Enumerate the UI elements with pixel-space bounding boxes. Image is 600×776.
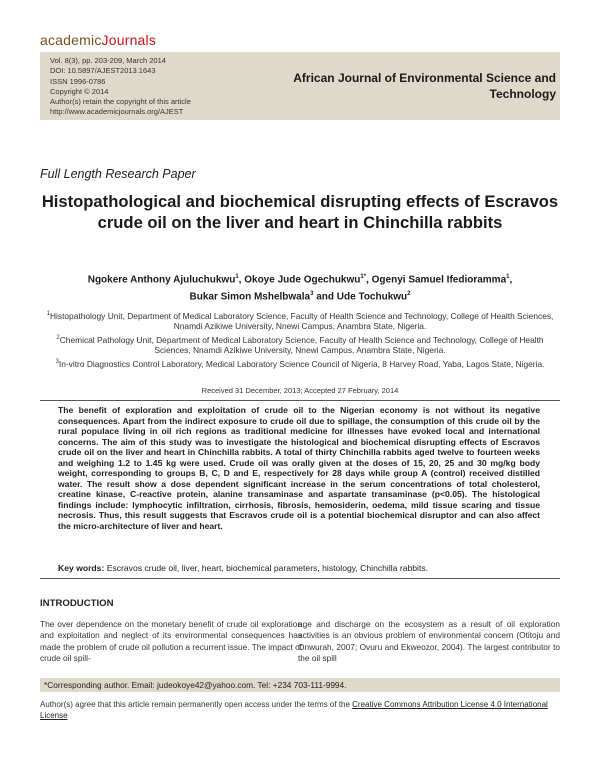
corresponding-star: * bbox=[363, 274, 367, 280]
license-note bbox=[40, 700, 560, 721]
license-text: Author(s) agree that this article remain permanently open access under the terms of the bbox=[40, 700, 353, 709]
journal-name bbox=[256, 70, 556, 102]
author-name: Okoye Jude Ogechukwu bbox=[244, 274, 361, 286]
author-name: Ngokere Anthony Ajuluchukwu bbox=[87, 274, 236, 286]
author-separator: and bbox=[313, 291, 337, 303]
meta-retain: Author(s) retain the copyright of this article bbox=[50, 97, 191, 107]
author-affil-sup: 1* bbox=[360, 274, 367, 280]
license-link[interactable]: Creative Commons Attribution License 4.0 International License bbox=[40, 700, 548, 720]
affiliation-text: Chemical Pathology Unit, Department of Medical Laboratory Science, Faculty of Health Science and Technology, College of Health Sciences, Nnamdi Azikiwe University, Nnewi Campus, Anambra State, Nigeria. bbox=[59, 334, 544, 355]
section-heading-introduction: INTRODUCTION bbox=[40, 598, 114, 609]
author-affil-sup: 1 bbox=[506, 274, 510, 280]
author-affil-sup: 2 bbox=[407, 291, 411, 298]
body-column-left: The over dependence on the monetary benefit of crude oil exploration and exploitation and neglect of its environmental consequences has made the problem of crude oil pollution a recurrent issue. The impact of crude oil spill- bbox=[40, 619, 302, 663]
author-name: Ogenyi Samuel Ifedioramma bbox=[371, 274, 507, 286]
author-affil-sup: 3 bbox=[310, 291, 314, 298]
meta-url[interactable]: http://www.academicjournals.org/AJEST bbox=[50, 107, 184, 117]
affiliation-sup: 1 bbox=[46, 311, 50, 317]
corresponding-author-note: *Corresponding author. Email: judeokoye42@yahoo.com. Tel: +234 703-111-9994. bbox=[40, 678, 560, 692]
received-dates: Received 31 December, 2013; Accepted 27 February, 2014 bbox=[201, 386, 399, 395]
journal-name-line2: Technology bbox=[489, 87, 556, 101]
author-affil-sup: 1 bbox=[235, 274, 239, 280]
author-separator: , bbox=[366, 274, 372, 286]
affiliation-text: Histopathology Unit, Department of Medical Laboratory Science, Faculty of Health Science and Technology, College of Health Sciences, Nnamdi Azikiwe University, Nnewi Campus, Anambra State, Nigeria. bbox=[49, 310, 554, 331]
affiliation-2 bbox=[44, 333, 556, 355]
keywords-text: Escravos crude oil, liver, heart, biochemical parameters, histology, Chinchilla rabbits. bbox=[106, 563, 429, 573]
meta-issn: ISSN 1996-0786 bbox=[50, 76, 106, 86]
paper-type: Full Length Research Paper bbox=[40, 167, 196, 181]
affiliation-text: In-vitro Diagnostics Control Laboratory, Medical Laboratory Science Council of Nigeria, 8 Harvey Road, Yaba, Lagos State, Nigeria. bbox=[58, 358, 545, 369]
abstract-bottom-rule bbox=[40, 578, 560, 579]
paper-title: Histopathological and biochemical disrupting effects of Escravos crude oil on the liver and heart in Chinchilla rabbits bbox=[41, 192, 559, 232]
author-list bbox=[40, 270, 560, 305]
keywords-label: Key words: bbox=[58, 563, 105, 573]
logo-part-academic: academic bbox=[40, 32, 102, 48]
meta-doi: DOI: 10.5897/AJEST2013.1643 bbox=[50, 66, 156, 76]
article-meta bbox=[50, 56, 191, 118]
author-name: Ude Tochukwu bbox=[336, 291, 408, 303]
affiliation-sup: 2 bbox=[56, 335, 60, 341]
author-name: Bukar Simon Mshelbwala bbox=[189, 291, 311, 303]
meta-volume: Vol. 8(3), pp. 203-209, March 2014 bbox=[50, 56, 166, 65]
affiliation-1 bbox=[44, 309, 556, 331]
keywords bbox=[58, 563, 540, 574]
meta-copyright: Copyright © 2014 bbox=[50, 86, 109, 96]
author-separator: , bbox=[238, 274, 245, 286]
abstract-top-rule bbox=[40, 400, 560, 401]
publisher-logo bbox=[40, 32, 156, 48]
body-column-right: age and discharge on the ecosystem as a result of oil exploration activities is an obvious problem of environmental concern (Otitoju and Onwurah, 2007; Ovuru and Ekweozor, 2004). The largest contributor to the oil spill bbox=[298, 619, 560, 663]
abstract: The benefit of exploration and exploitation of crude oil to the Nigerian economy is not without its negative consequences. Apart from the indirect exposure to crude oil due to spillage, the consumption of this crude oil by the rural populace living in oil rich regions as traditional medicine for illnesses have evoked local and international concerns. The aim of this study was to investigate the histological and biochemical disrupting effects of Escravos crude oil on the liver and heart in Chinchilla rabbits. A total of thirty Chinchilla rabbits aged twelve to fourteen weeks and weighing 1.2 to 1.45 kg were used. Crude oil was orally given at the doses of 15, 20, 25 and 30 mg/kg body weight, corresponding to groups B, C, D and E, respectively for 28 days while group A (control) received distilled water. The result show a dose dependent significant increase in the serum concentrations of total cholesterol, creatine kinase, C-reactive protein, alanine transaminase and aspartate transaminase (p<0.05). The histological findings include: lymphocytic infiltration, cirrhosis, fibrosis, hemosiderin, oedema, mild tissue scaring and tissue necrosis. Thus, this result suggests that Escravos crude oil is a potential biochemical disruptor and can also affect the micro-architecture of liver and heart. bbox=[58, 405, 540, 531]
journal-name-line1: African Journal of Environmental Science and bbox=[293, 71, 556, 85]
affiliation-3 bbox=[44, 357, 556, 369]
author-separator: , bbox=[509, 274, 513, 286]
affiliation-sup: 3 bbox=[55, 359, 59, 365]
logo-part-journals: Journals bbox=[101, 32, 157, 48]
